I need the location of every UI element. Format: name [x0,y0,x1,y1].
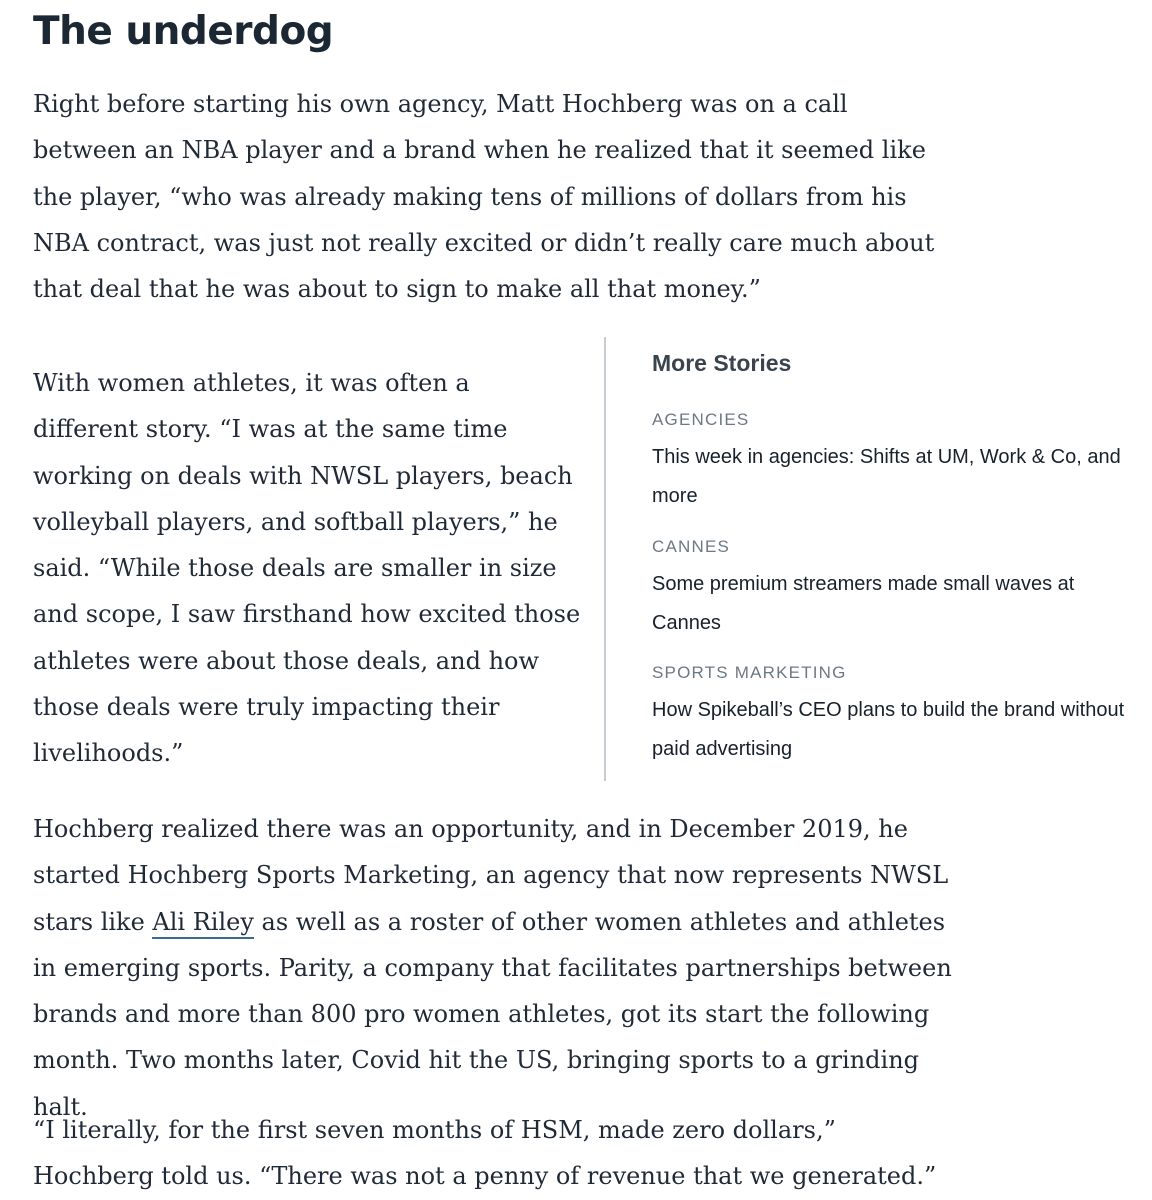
story-category-tag[interactable]: CANNES [652,537,731,556]
story-item [652,534,1142,642]
story-link[interactable]: How Spikeball’s CEO plans to build the brand without paid advertising [652,699,1125,760]
section-heading: The underdog [33,9,334,54]
story-item [652,407,1142,515]
story-category-tag[interactable]: AGENCIES [652,410,750,429]
paragraph-text: as well as a roster of other women athletes and athletes in emerging sports. Parity, a company that facilitates partnerships between brands and more than 800 pro women athletes, got its start the following month. Two months later, Covid hit the US, bringing sports to a grinding halt. [33,907,952,1121]
article-paragraph: With women athletes, it was often a different story. “I was at the same time working on deals with NWSL players, beach volleyball players, and softball players,” he said. “While those deals are smaller in size and scope, I saw firsthand how excited those athletes were about those deals, and how those deals were truly impacting their livelihoods.” [33,369,581,768]
article-paragraph: Right before starting his own agency, Matt Hochberg was on a call between an NBA player and a brand when he realized that it seemed like the player, “who was already making tens of millions of dollars from his NBA contract, was just not really excited or didn’t really care much about that deal that he was about to sign to make all that money.” [33,90,935,304]
story-item [652,660,1142,768]
article-paragraph [33,806,963,1130]
paragraph-text: Hochberg realized there was an opportunity, and in December 2019, he started Hochberg Sports Marketing, an agency that now represents NWSL stars like [33,815,949,936]
ali-riley-link[interactable]: Ali Riley [152,908,254,939]
more-stories-title: More Stories [652,350,792,376]
more-stories-sidebar [604,337,1146,781]
story-link[interactable]: Some premium streamers made small waves at Cannes [652,573,1075,634]
story-category-tag[interactable]: SPORTS MARKETING [652,663,847,682]
story-link[interactable]: This week in agencies: Shifts at UM, Work & Co, and more [652,446,1121,507]
article-paragraph: “I literally, for the first seven months of HSM, made zero dollars,” Hochberg told us. “There was not a penny of revenue that we generated.” [33,1116,937,1191]
